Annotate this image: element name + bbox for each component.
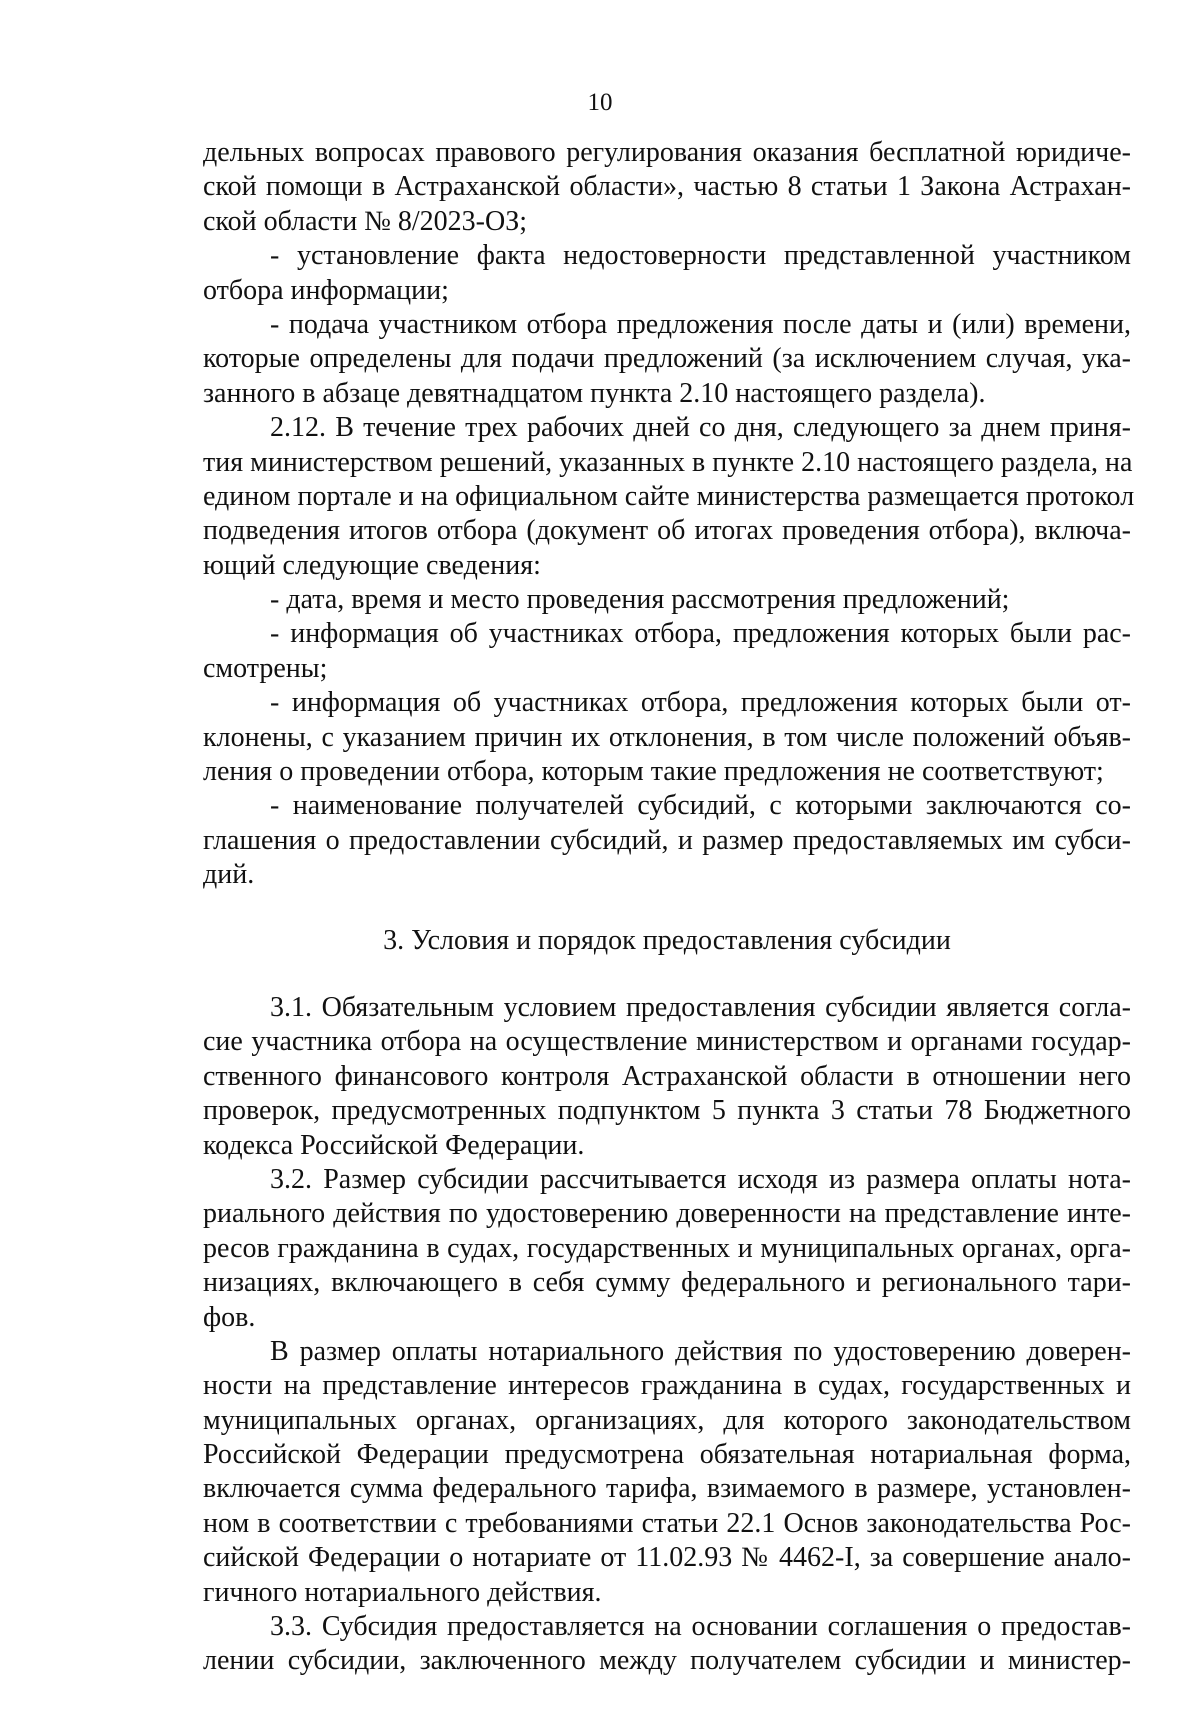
paragraph — [203, 1163, 1131, 1335]
text-line: 3.3. Субсидия предоставляется на основании соглашения о предостав- — [270, 1611, 1131, 1643]
text-line: 3.2. Размер субсидии рассчитывается исходя из размера оплаты нота- — [270, 1163, 1131, 1195]
text-line: отбора информации; — [203, 274, 449, 306]
text-line: лении субсидии, заключенного между получателем субсидии и министер- — [203, 1645, 1131, 1677]
text-line: проверок, предусмотренных подпунктом 5 пункта 3 статьи 78 Бюджетного — [203, 1095, 1131, 1127]
text-line: - подача участником отбора предложения после даты и (или) времени, — [270, 308, 1131, 340]
text-line: ской помощи в Астраханской области», частью 8 статьи 1 Закона Астрахан- — [203, 171, 1131, 203]
text-line: которые определены для подачи предложений (за исключением случая, ука- — [203, 343, 1131, 375]
text-line: смотрены; — [203, 652, 328, 684]
document-body — [203, 136, 1135, 1679]
text-line: включается сумма федерального тарифа, взимаемого в размере, установлен- — [203, 1473, 1131, 1505]
paragraph — [203, 991, 1131, 1163]
paragraph — [203, 1610, 1131, 1679]
text-line: фов. — [203, 1301, 256, 1333]
text-line: ресов гражданина в судах, государственных и муниципальных органах, орга- — [203, 1232, 1131, 1264]
text-line: риального действия по удостоверению доверенности на представление инте- — [203, 1198, 1131, 1230]
text-line: - дата, время и место проведения рассмотрения предложений; — [270, 584, 1010, 616]
section-heading: 3. Условия и порядок предоставления субсидии — [383, 924, 951, 956]
text-line: Российской Федерации предусмотрена обязательная нотариальная форма, — [203, 1439, 1131, 1471]
text-line: 3.1. Обязательным условием предоставления субсидии является согла- — [270, 991, 1131, 1023]
text-line: ления о проведении отбора, которым такие предложения не соответствуют; — [203, 756, 1104, 788]
text-line: едином портале и на официальном сайте министерства размещается протокол — [203, 480, 1135, 512]
text-line: - информация об участниках отбора, предложения которых были от- — [270, 687, 1131, 719]
paragraph — [203, 789, 1131, 892]
text-line: занного в абзаце девятнадцатом пункта 2.10 настоящего раздела). — [203, 377, 986, 409]
text-line: дельных вопросах правового регулирования оказания бесплатной юридиче- — [203, 137, 1131, 168]
paragraph — [203, 308, 1131, 411]
text-line: подведения итогов отбора (документ об итогах проведения отбора), включа- — [203, 515, 1131, 547]
text-line: ности на представление интересов гражданина в судах, государственных и — [203, 1370, 1131, 1402]
paragraph — [203, 136, 1131, 239]
page-number: 10 — [587, 89, 613, 116]
text-line: ном в соответствии с требованиями статьи 22.1 Основ законодательства Рос- — [203, 1507, 1131, 1539]
text-line: сие участника отбора на осуществление министерством и органами государ- — [203, 1026, 1131, 1058]
text-line: низациях, включающего в себя сумму федерального и регионального тари- — [203, 1267, 1131, 1299]
paragraph — [203, 239, 1131, 308]
text-line: - информация об участниках отбора, предложения которых были рас- — [270, 618, 1131, 650]
text-line: глашения о предоставлении субсидий, и размер предоставляемых им субси- — [203, 824, 1131, 856]
text-line: - наименование получателей субсидий, с которыми заключаются со- — [270, 790, 1131, 822]
text-line: тия министерством решений, указанных в пункте 2.10 настоящего раздела, на — [203, 446, 1133, 478]
paragraph — [203, 617, 1131, 686]
text-line: 2.12. В течение трех рабочих дней со дня, следующего за днем приня- — [270, 412, 1131, 444]
paragraph — [203, 411, 1135, 583]
text-line: ственного финансового контроля Астраханской области в отношении него — [203, 1060, 1131, 1092]
text-line: - установление факта недостоверности представленной участником — [270, 240, 1131, 272]
paragraph — [203, 686, 1131, 789]
text-line: ской области № 8/2023-ОЗ; — [203, 205, 528, 237]
text-line: сийской Федерации о нотариате от 11.02.93 № 4462-I, за совершение анало- — [203, 1542, 1131, 1574]
text-line: В размер оплаты нотариального действия по удостоверению доверен- — [270, 1335, 1131, 1367]
paragraph — [203, 1335, 1131, 1610]
text-line: клонены, с указанием причин их отклонения, в том числе положений объяв- — [203, 721, 1131, 753]
paragraph — [203, 583, 1131, 617]
text-line: ющий следующие сведения: — [203, 549, 541, 581]
text-line: дий. — [203, 859, 255, 891]
text-line: гичного нотариального действия. — [203, 1576, 602, 1608]
text-line: кодекса Российской Федерации. — [203, 1129, 585, 1161]
text-line: муниципальных органах, организациях, для которого законодательством — [203, 1404, 1131, 1436]
